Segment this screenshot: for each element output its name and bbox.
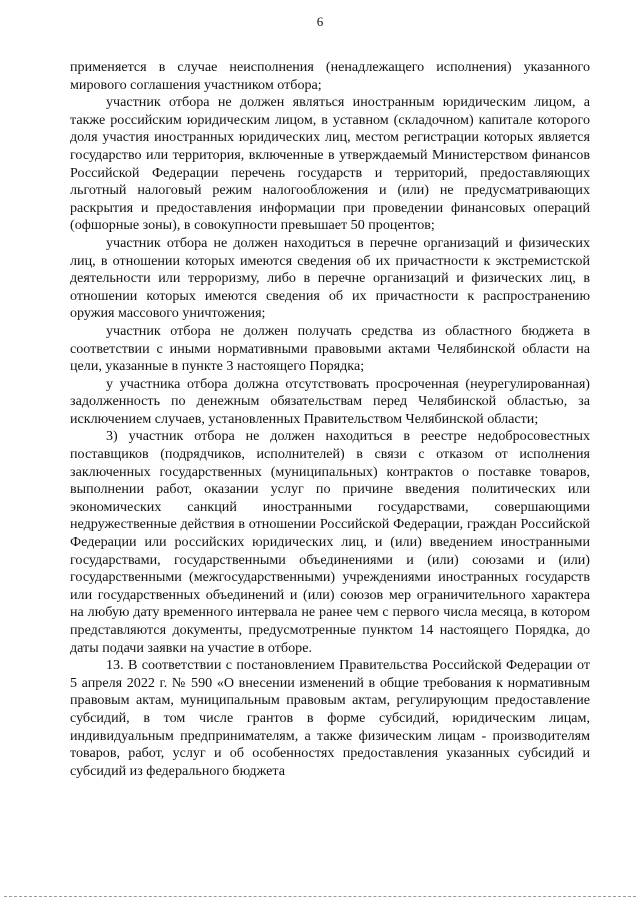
paragraph-extremism-list-requirement: участник отбора не должен находиться в перечне организаций и физических лиц, в отношении которых имеются сведения об их причастности к экстремистской деятельности или терроризму, либо в перечне организаций и физических лиц, в отношении которых имеются сведения об их причастности к распространению оружия массового уничтожения; — [70, 234, 590, 322]
paragraph-debt-requirement: у участника отбора должна отсутствовать просроченная (неурегулированная) задолженность по денежным обязательствам перед Челябинской областью, за исключением случаев, установленных Правительством Челябинской области; — [70, 375, 590, 427]
paragraph-regional-budget-requirement: участник отбора не должен получать средства из областного бюджета в соответствии с иными нормативными правовыми актами Челябинской области на цели, указанные в пункте 3 настоящего Порядка; — [70, 322, 590, 375]
document-body — [70, 59, 590, 780]
page-bottom-border — [4, 896, 636, 897]
paragraph-item-3-supplier-registry: 3) участник отбора не должен находиться в реестре недобросовестных поставщиков (подрядчиков, исполнителей) в связи с отказом от исполнения заключенных государственных (муниципальных) контрактов о поставке товаров, выполнении работ, оказании услуг по причине введения политических или экономических санкций иностранными государствами, совершающими недружественные действия в отношении Российской Федерации, граждан Российской Федерации или российских юридических лиц, и (или) введением иностранными государствами, государственными объединениями и (или) союзами и (или) государственными (межгосударственными) учреждениями иностранных государств или государственных объединений и (или) союзов мер ограничительного характера на любую дату временного интервала не ранее чем с первого числа месяца, в котором представляются документы, предусмотренные пунктом 14 настоящего Порядка, до даты подачи заявки на участие в отборе. — [70, 428, 590, 656]
paragraph-continuation: применяется в случае неисполнения (ненадлежащего исполнения) указанного мирового соглашения участником отбора; — [70, 59, 590, 93]
paragraph-item-13: 13. В соответствии с постановлением Правительства Российской Федерации от 5 апреля 2022 г. № 590 «О внесении изменений в общие требования к нормативным правовым актам, муниципальным правовым актам, регулирующим предоставление субсидий, в том числе грантов в форме субсидий, юридическим лицам, индивидуальным предпринимателям, а также физическим лицам - производителям товаров, работ, услуг и об особенностях предоставления указанных субсидий и субсидий из федерального бюджета — [70, 657, 590, 779]
paragraph-foreign-entity-requirement: участник отбора не должен являться иностранным юридическим лицом, а также российским юридическим лицом, в уставном (складочном) капитале которого доля участия иностранных юридических лиц, местом регистрации которых является государство или территория, включенные в утверждаемый Министерством финансов Российской Федерации перечень государств и территорий, предоставляющих льготный налоговый режим налогообложения и (или) не предусматривающих раскрытия и предоставления информации при проведении финансовых операций (офшорные зоны), в совокупности превышает 50 процентов; — [70, 94, 590, 234]
page-number: 6 — [316, 14, 324, 29]
